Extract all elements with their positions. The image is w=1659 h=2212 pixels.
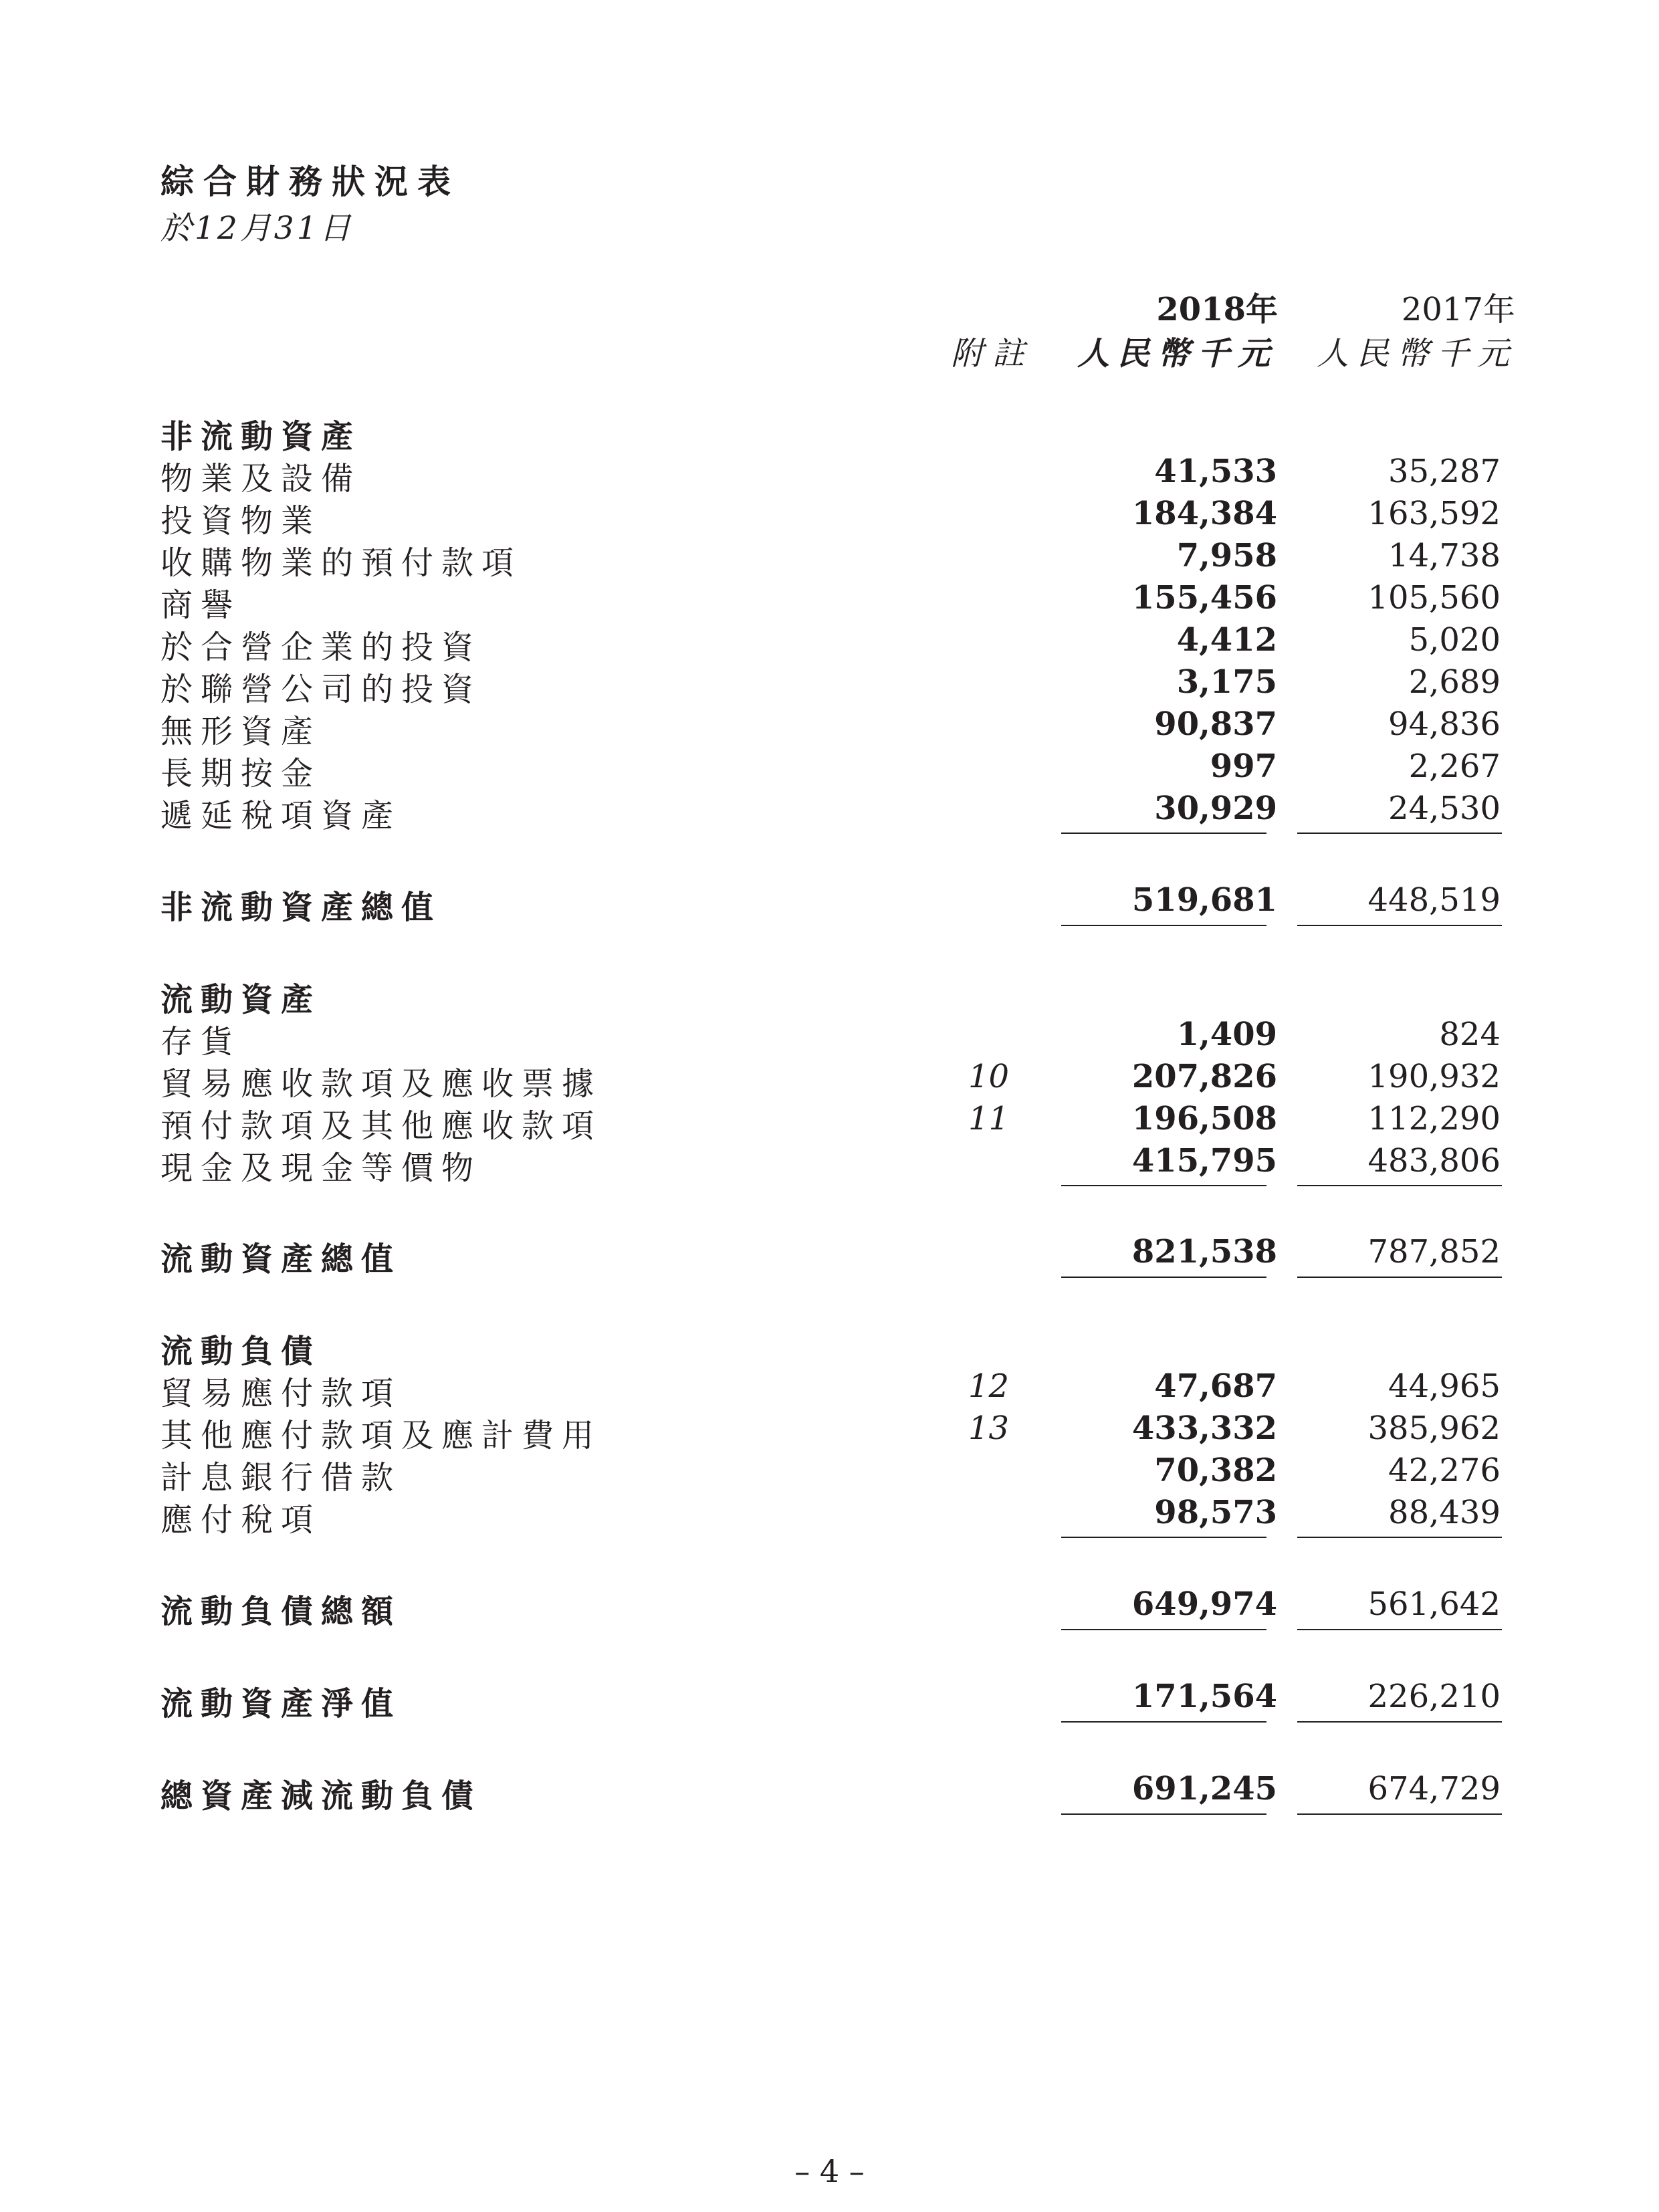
table-row xyxy=(0,790,1659,833)
value-2017: 561,642 xyxy=(1367,1585,1501,1623)
column-header-note: 附註 xyxy=(951,335,1034,372)
table-row xyxy=(0,1494,1659,1537)
row-label: 非流動資產總值 xyxy=(160,889,442,926)
value-2017: 2,267 xyxy=(1408,748,1501,785)
row-label: 物業及設備 xyxy=(160,460,362,497)
page-number: – 4 – xyxy=(794,2153,865,2189)
underline-rule xyxy=(1061,833,1266,834)
value-2018: 90,837 xyxy=(1154,705,1277,743)
table-row xyxy=(0,705,1659,748)
value-2017: 24,530 xyxy=(1388,790,1501,827)
column-header-year-2017: 2017年 xyxy=(1401,291,1515,328)
row-label: 投資物業 xyxy=(160,502,322,540)
row-label: 流動資產總值 xyxy=(160,1240,402,1278)
note-ref: 10 xyxy=(968,1058,1010,1095)
value-2018: 7,958 xyxy=(1176,537,1277,574)
table-row xyxy=(0,1410,1659,1452)
value-2018: 207,826 xyxy=(1131,1058,1277,1095)
value-2018: 41,533 xyxy=(1154,453,1277,490)
underline-rule xyxy=(1061,925,1266,926)
row-label: 應付稅項 xyxy=(160,1501,322,1539)
row-label: 其他應付款項及應計費用 xyxy=(160,1417,602,1454)
underline-rule xyxy=(1297,1813,1502,1815)
table-row xyxy=(0,748,1659,790)
underline-rule xyxy=(1061,1813,1266,1815)
value-2018: 691,245 xyxy=(1131,1770,1277,1807)
column-header-unit-2017: 人民幣千元 xyxy=(1316,335,1517,372)
value-2017: 35,287 xyxy=(1388,453,1501,490)
table-row xyxy=(0,1016,1659,1059)
value-2018: 519,681 xyxy=(1131,881,1277,919)
underline-rule xyxy=(1297,1721,1502,1723)
value-2017: 94,836 xyxy=(1388,705,1501,743)
value-2017: 674,729 xyxy=(1367,1770,1501,1807)
row-label: 貿易應收款項及應收票據 xyxy=(160,1065,602,1103)
value-2017: 190,932 xyxy=(1367,1058,1501,1095)
table-row xyxy=(0,1452,1659,1495)
row-label: 於合營企業的投資 xyxy=(160,629,482,666)
row-label: 無形資產 xyxy=(160,713,322,750)
value-2017: 163,592 xyxy=(1367,495,1501,532)
row-label: 長期按金 xyxy=(160,755,322,792)
row-label: 於聯營公司的投資 xyxy=(160,671,482,708)
table-row xyxy=(0,621,1659,664)
page-subtitle: 於12月31日 xyxy=(160,210,354,247)
underline-rule xyxy=(1297,1185,1502,1186)
value-2018: 98,573 xyxy=(1154,1494,1277,1531)
value-2017: 483,806 xyxy=(1367,1142,1501,1180)
table-row xyxy=(0,1142,1659,1185)
value-2018: 30,929 xyxy=(1154,790,1277,827)
value-2018: 649,974 xyxy=(1131,1585,1277,1623)
note-ref: 11 xyxy=(968,1100,1010,1137)
underline-rule xyxy=(1061,1721,1266,1723)
value-2017: 88,439 xyxy=(1388,1494,1501,1531)
value-2018: 4,412 xyxy=(1176,621,1277,659)
value-2018: 47,687 xyxy=(1154,1367,1277,1405)
underline-rule xyxy=(1061,1537,1266,1538)
value-2018: 171,564 xyxy=(1131,1678,1277,1715)
table-row xyxy=(0,1100,1659,1143)
underline-rule xyxy=(1061,1629,1266,1630)
table-row xyxy=(0,495,1659,538)
value-2017: 226,210 xyxy=(1367,1678,1501,1715)
underline-rule xyxy=(1061,1277,1266,1278)
row-label: 商譽 xyxy=(160,586,241,624)
value-2017: 14,738 xyxy=(1388,537,1501,574)
underline-rule xyxy=(1297,1277,1502,1278)
table-row xyxy=(0,663,1659,706)
section-heading-current-assets xyxy=(0,974,1659,1016)
note-ref: 13 xyxy=(968,1410,1010,1447)
row-label: 流動負債 xyxy=(160,1333,322,1370)
row-label: 總資產減流動負債 xyxy=(160,1777,482,1815)
value-2017: 44,965 xyxy=(1388,1367,1501,1405)
row-label: 預付款項及其他應收款項 xyxy=(160,1107,602,1145)
underline-rule xyxy=(1297,1537,1502,1538)
total-row xyxy=(0,1585,1659,1628)
table-row xyxy=(0,579,1659,622)
table-row xyxy=(0,1058,1659,1101)
column-header-unit-2018: 人民幣千元 xyxy=(1077,335,1278,372)
value-2017: 787,852 xyxy=(1367,1233,1501,1270)
value-2018: 196,508 xyxy=(1131,1100,1277,1137)
row-label: 貿易應付款項 xyxy=(160,1375,402,1412)
table-row xyxy=(0,1367,1659,1410)
value-2018: 415,795 xyxy=(1131,1142,1277,1180)
table-row xyxy=(0,453,1659,495)
value-2017: 112,290 xyxy=(1367,1100,1501,1137)
value-2018: 1,409 xyxy=(1176,1016,1277,1053)
total-row xyxy=(0,881,1659,924)
value-2017: 105,560 xyxy=(1367,579,1501,617)
underline-rule xyxy=(1297,1629,1502,1630)
row-label: 存貨 xyxy=(160,1023,241,1061)
column-header-year-2018: 2018年 xyxy=(1156,291,1278,328)
value-2018: 70,382 xyxy=(1154,1452,1277,1489)
value-2018: 184,384 xyxy=(1131,495,1277,532)
value-2018: 433,332 xyxy=(1131,1410,1277,1447)
underline-rule xyxy=(1297,833,1502,834)
section-heading-current-liabilities xyxy=(0,1325,1659,1368)
total-row xyxy=(0,1233,1659,1276)
row-label: 流動資產 xyxy=(160,981,322,1018)
value-2017: 42,276 xyxy=(1388,1452,1501,1489)
total-row xyxy=(0,1678,1659,1721)
row-label: 計息銀行借款 xyxy=(160,1459,402,1497)
section-heading-non-current-assets xyxy=(0,411,1659,453)
row-label: 流動負債總額 xyxy=(160,1593,402,1630)
value-2017: 385,962 xyxy=(1367,1410,1501,1447)
total-row xyxy=(0,1770,1659,1813)
row-label: 流動資產淨值 xyxy=(160,1685,402,1723)
value-2017: 824 xyxy=(1439,1016,1501,1053)
page-title: 綜合財務狀況表 xyxy=(160,162,460,201)
value-2018: 155,456 xyxy=(1131,579,1277,617)
row-label: 現金及現金等價物 xyxy=(160,1149,482,1187)
value-2018: 997 xyxy=(1210,748,1277,785)
row-label: 遞延稅項資產 xyxy=(160,797,402,835)
value-2017: 2,689 xyxy=(1408,663,1501,701)
table-row xyxy=(0,537,1659,580)
value-2018: 3,175 xyxy=(1176,663,1277,701)
value-2017: 5,020 xyxy=(1408,621,1501,659)
underline-rule xyxy=(1061,1185,1266,1186)
note-ref: 12 xyxy=(968,1367,1010,1405)
row-label: 收購物業的預付款項 xyxy=(160,544,522,582)
underline-rule xyxy=(1297,925,1502,926)
value-2018: 821,538 xyxy=(1131,1233,1277,1270)
row-label: 非流動資產 xyxy=(160,418,362,455)
value-2017: 448,519 xyxy=(1367,881,1501,919)
